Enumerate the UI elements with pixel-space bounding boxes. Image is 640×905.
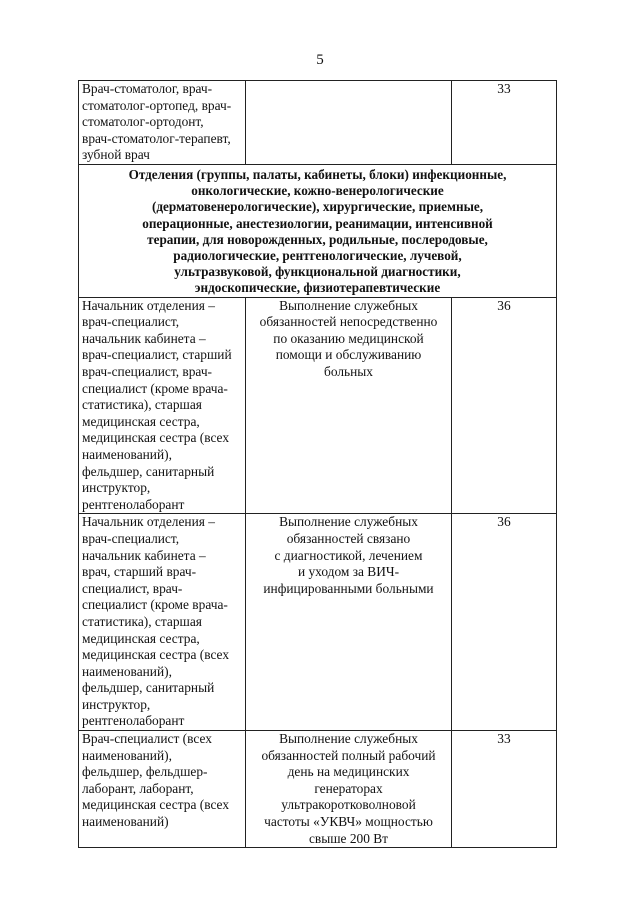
days-cell: 33 (452, 731, 557, 848)
condition-cell: Выполнение служебных обязанностей полный рабочий день на медицинских генераторах ультракоротковолновой частоты «УКВЧ» мощностью свыше 200 Вт (246, 731, 452, 848)
leave-table (78, 80, 557, 848)
condition-cell: Выполнение служебных обязанностей связано с диагностикой, лечением и уходом за ВИЧ- инфицированными больными (246, 514, 452, 731)
days-cell: 36 (452, 297, 557, 514)
days-cell: 33 (452, 81, 557, 165)
section-header: Отделения (группы, палаты, кабинеты, блоки) инфекционные, онкологические, кожно-венерологические (дерматовенерологические), хирургические, приемные, операционные, анестезиологии, реанимации, интенсивной терапии, для новорожденных, родильные, послеродовые, радиологические, рентгенологические, лучевой, ультразвуковой, функциональной диагностики, эндоскопические, физиотерапевтические (79, 165, 557, 298)
table-row (79, 731, 557, 848)
position-cell: Начальник отделения – врач-специалист, начальник кабинета – врач, старший врач- специалист, врач- специалист (кроме врача- статистика), старшая медицинская сестра, медицинская сестра (всех наименований), фельдшер, санитарный инструктор, рентгенолаборант (79, 514, 246, 731)
days-cell: 36 (452, 514, 557, 731)
page-number: 5 (316, 52, 324, 68)
table-row (79, 81, 557, 165)
position-cell: Начальник отделения – врач-специалист, начальник кабинета – врач-специалист, старший врач-специалист, врач- специалист (кроме врача- статистика), старшая медицинская сестра, медицинская сестра (всех наименований), фельдшер, санитарный инструктор, рентгенолаборант (79, 297, 246, 514)
position-cell: Врач-специалист (всех наименований), фельдшер, фельдшер- лаборант, лаборант, медицинская сестра (всех наименований) (79, 731, 246, 848)
table-row (79, 514, 557, 731)
section-header-row (79, 165, 557, 298)
position-cell: Врач-стоматолог, врач- стоматолог-ортопед, врач- стоматолог-ортодонт, врач-стоматолог-терапевт, зубной врач (79, 81, 246, 165)
condition-cell: Выполнение служебных обязанностей непосредственно по оказанию медицинской помощи и обслуживанию больных (246, 297, 452, 514)
table-row (79, 297, 557, 514)
condition-cell (246, 81, 452, 165)
